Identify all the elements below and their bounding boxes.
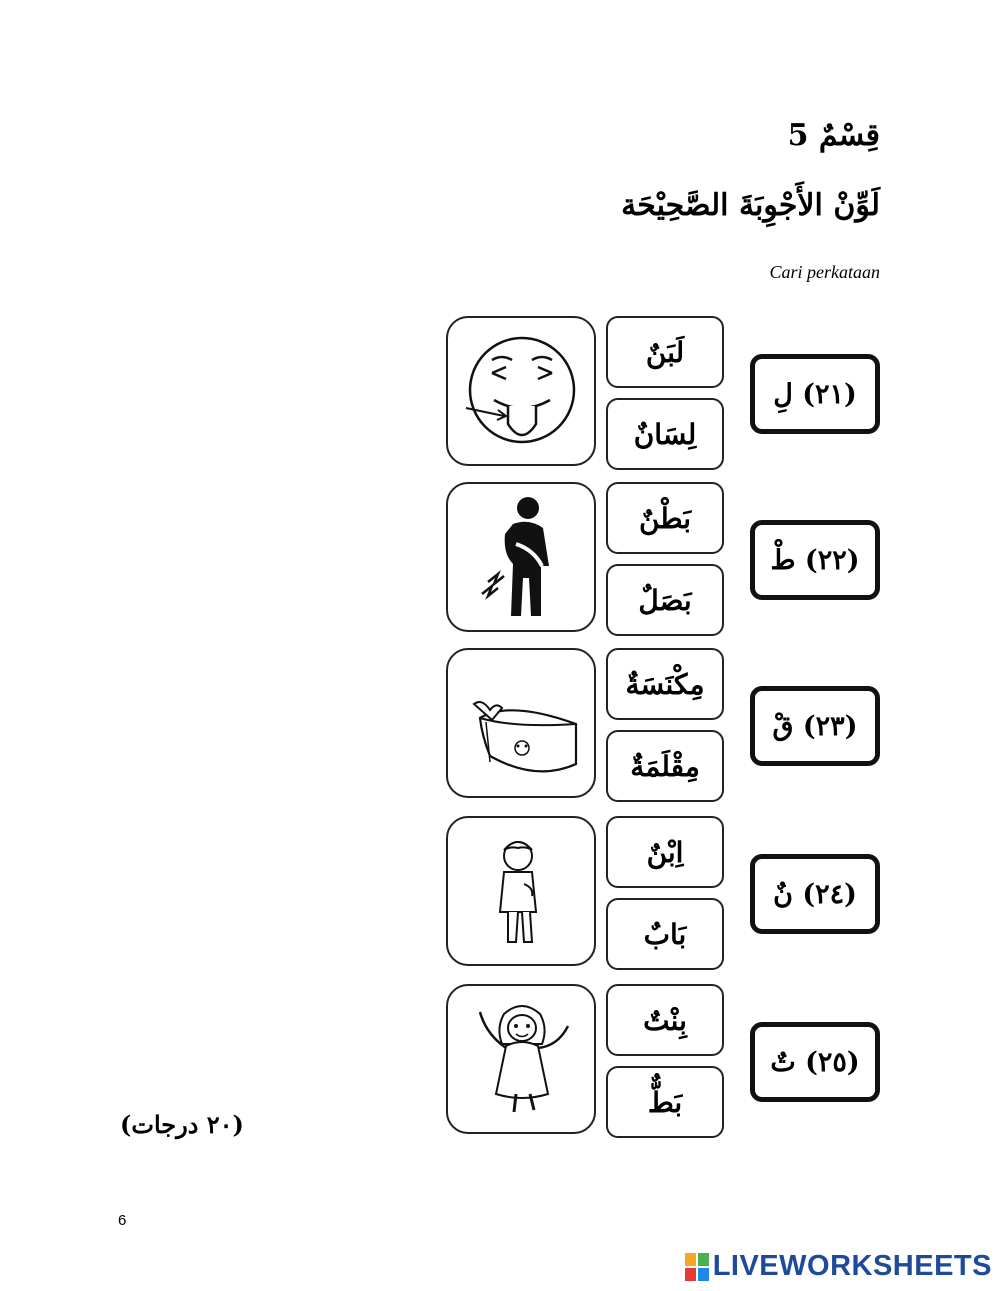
page-number: 6 (118, 1212, 127, 1229)
brand-logo (685, 1250, 992, 1283)
pencil-case-icon (458, 660, 586, 788)
boy-icon (458, 828, 586, 956)
question-row (0, 482, 1000, 637)
picture-box (446, 482, 596, 632)
section-title: قِسْمٌ 5 (787, 118, 880, 153)
answer-option[interactable]: لَبَنٌ (606, 316, 724, 388)
answer-option[interactable]: مِقْلَمَةٌ (606, 730, 724, 802)
question-row (0, 816, 1000, 971)
marks-label: (٢٠ درجات) (120, 1110, 244, 1139)
answer-option[interactable]: بِنْتٌ (606, 984, 724, 1056)
question-row (0, 316, 1000, 471)
answer-option[interactable]: لِسَانٌ (606, 398, 724, 470)
answer-option[interactable]: بَابٌ (606, 898, 724, 970)
liveworksheets-logo-icon (685, 1253, 709, 1281)
instruction-subtitle: Cari perkataan (769, 262, 880, 282)
question-label: (٢٢) طْ (750, 520, 880, 600)
answer-option[interactable]: مِكْنَسَةٌ (606, 648, 724, 720)
instruction-heading: لَوِّنْ الأَجْوِبَةَ الصَّحِيْحَة (621, 188, 880, 223)
question-label: (٢٥) تٌ (750, 1022, 880, 1102)
answer-option[interactable]: اِبْنٌ (606, 816, 724, 888)
picture-box (446, 984, 596, 1134)
picture-box (446, 316, 596, 466)
answer-option[interactable]: بَصَلٌ (606, 564, 724, 636)
answer-option[interactable]: بَطْنٌ (606, 482, 724, 554)
face-tongue-icon (458, 328, 586, 456)
brand-text: LIVEWORKSHEETS (712, 1250, 992, 1282)
stomach-ache-icon (458, 494, 586, 622)
picture-box (446, 816, 596, 966)
question-label: (٢١) لِ (750, 354, 880, 434)
question-label: (٢٣) قْ (750, 686, 880, 766)
question-row (0, 648, 1000, 803)
girl-icon (458, 996, 586, 1124)
question-label: (٢٤) نٌ (750, 854, 880, 934)
answer-option[interactable]: بَطٌّ (606, 1066, 724, 1138)
picture-box (446, 648, 596, 798)
